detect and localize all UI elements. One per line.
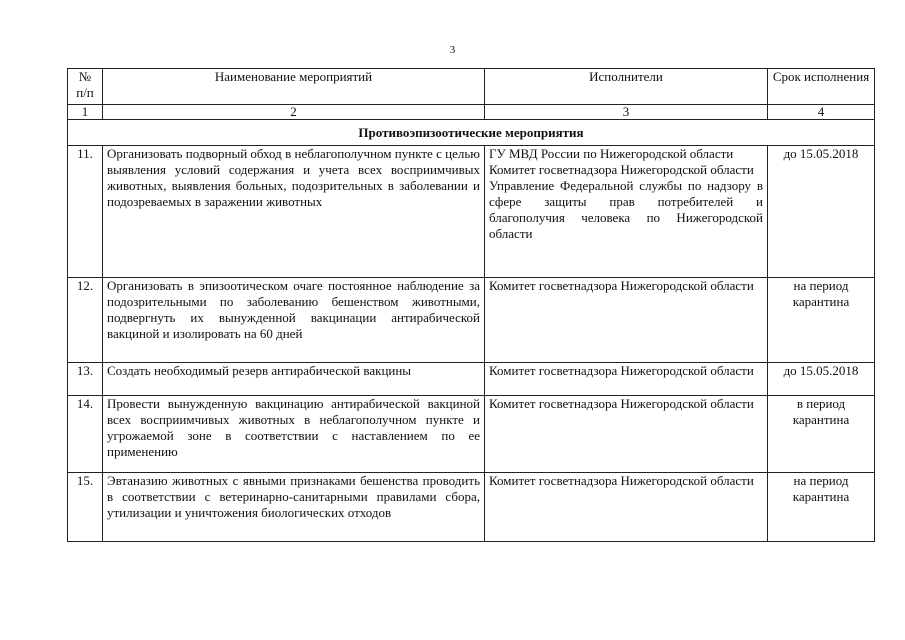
table-row bbox=[68, 278, 875, 363]
page-number: 3 bbox=[449, 44, 456, 56]
row-number: 14. bbox=[68, 396, 103, 473]
row-executors bbox=[485, 473, 768, 542]
table-row bbox=[68, 396, 875, 473]
executor: Комитет госветнадзора Нижегородской области bbox=[489, 473, 754, 488]
row-deadline: в период карантина bbox=[768, 396, 875, 473]
row-number: 15. bbox=[68, 473, 103, 542]
row-executors bbox=[485, 396, 768, 473]
row-deadline: до 15.05.2018 bbox=[768, 363, 875, 396]
row-deadline: на период карантина bbox=[768, 278, 875, 363]
measures-table bbox=[67, 68, 875, 542]
column-number: 3 bbox=[485, 105, 768, 120]
column-numbers-row bbox=[68, 105, 875, 120]
executor: ГУ МВД России по Нижегородской области bbox=[489, 146, 734, 161]
header-executors: Исполнители bbox=[485, 69, 768, 105]
section-title: Противоэпизоотические мероприятия bbox=[68, 120, 875, 146]
header-row bbox=[68, 69, 875, 105]
executor: Комитет госветнадзора Нижегородской области bbox=[489, 162, 754, 177]
row-deadline: до 15.05.2018 bbox=[768, 146, 875, 278]
row-action: Организовать подворный обход в неблагополучном пункте с целью выявления условий содержания и учета всех восприимчивых животных, выявления больных, подозрительных в заболевании и подозреваемых в заражении животных bbox=[103, 146, 485, 278]
row-executors bbox=[485, 146, 768, 278]
row-action: Организовать в эпизоотическом очаге постоянное наблюдение за подозрительными по заболеванию бешенством животными, подвергнуть их вынужденной вакцинации антирабической вакциной и изолировать на 60 дней bbox=[103, 278, 485, 363]
row-number: 11. bbox=[68, 146, 103, 278]
table-row bbox=[68, 363, 875, 396]
executor: Комитет госветнадзора Нижегородской области bbox=[489, 363, 754, 378]
column-number: 1 bbox=[68, 105, 103, 120]
header-deadline: Срок исполнения bbox=[768, 69, 875, 105]
row-action: Создать необходимый резерв антирабической вакцины bbox=[103, 363, 485, 396]
header-name: Наименование мероприятий bbox=[103, 69, 485, 105]
table-row bbox=[68, 146, 875, 278]
table-row bbox=[68, 473, 875, 542]
header-num: № п/п bbox=[68, 69, 103, 105]
executor: Управление Федеральной службы по надзору в сфере защиты прав потребителей и благополучия человека по Нижегородской области bbox=[489, 178, 763, 241]
executor: Комитет госветнадзора Нижегородской области bbox=[489, 396, 754, 411]
row-action: Провести вынужденную вакцинацию антирабической вакциной всех восприимчивых животных в неблагополучном пункте и угрожаемой зоне в соответствии с наставлением по ее применению bbox=[103, 396, 485, 473]
row-executors bbox=[485, 363, 768, 396]
row-number: 13. bbox=[68, 363, 103, 396]
column-number: 2 bbox=[103, 105, 485, 120]
row-deadline: на период карантина bbox=[768, 473, 875, 542]
row-action: Эвтаназию животных с явными признаками бешенства проводить в соответствии с ветеринарно-санитарными правилами сбора, утилизации и уничтожения биологических отходов bbox=[103, 473, 485, 542]
row-executors bbox=[485, 278, 768, 363]
section-row bbox=[68, 120, 875, 146]
row-number: 12. bbox=[68, 278, 103, 363]
column-number: 4 bbox=[768, 105, 875, 120]
executor: Комитет госветнадзора Нижегородской области bbox=[489, 278, 754, 293]
